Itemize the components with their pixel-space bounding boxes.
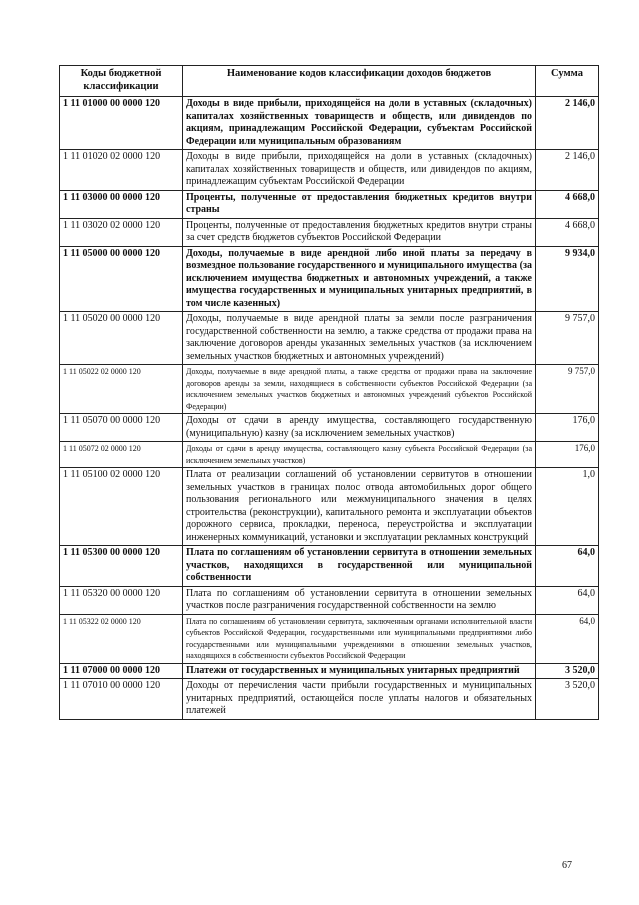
row-sum: 176,0 (536, 442, 599, 468)
row-code: 1 11 05072 02 0000 120 (60, 442, 183, 468)
row-sum: 9 757,0 (536, 312, 599, 365)
row-sum: 4 668,0 (536, 190, 599, 218)
row-code: 1 11 03000 00 0000 120 (60, 190, 183, 218)
row-sum: 4 668,0 (536, 218, 599, 246)
row-code: 1 11 05022 02 0000 120 (60, 365, 183, 414)
row-sum: 64,0 (536, 586, 599, 614)
row-name: Доходы от сдачи в аренду имущества, составляющего казну субъекта Российской Федерации (за исключением земельных участков) (183, 442, 536, 468)
table-row (60, 546, 599, 587)
page-number: 67 (562, 860, 572, 871)
row-sum: 176,0 (536, 414, 599, 442)
row-name: Доходы в виде прибыли, приходящейся на доли в уставных (складочных) капиталах хозяйственных товариществ и обществ, или дивидендов по акциям, принадлежащим Российской Федерации, субъектам Российской Федерации или муниципальным образованиям (183, 97, 536, 150)
table-row (60, 414, 599, 442)
row-name: Доходы от перечисления части прибыли государственных и муниципальных унитарных предприятий, остающейся после уплаты налогов и обязательных платежей (183, 679, 536, 720)
table-row (60, 663, 599, 679)
row-name: Доходы от сдачи в аренду имущества, составляющего государственную (муниципальную) казну (за исключением земельных участков) (183, 414, 536, 442)
row-name: Плата по соглашениям об установлении сервитута в отношении земельных участков, находящихся в государственной или муниципальной собственности (183, 546, 536, 587)
row-sum: 64,0 (536, 614, 599, 663)
table-header-row (60, 66, 599, 97)
row-sum: 9 757,0 (536, 365, 599, 414)
row-sum: 2 146,0 (536, 150, 599, 191)
table-row (60, 97, 599, 150)
row-name: Доходы, получаемые в виде арендной платы, а также средства от продажи права на заключение договоров аренды за земли, находящиеся в собственности субъектов Российской Федерации (за исключением земельных участков бюджетных и автономных учреждений субъектов Российской Федерации) (183, 365, 536, 414)
row-code: 1 11 01000 00 0000 120 (60, 97, 183, 150)
row-code: 1 11 05100 02 0000 120 (60, 468, 183, 546)
table-row (60, 679, 599, 720)
table-row (60, 312, 599, 365)
table-row (60, 365, 599, 414)
table-row (60, 246, 599, 312)
table-row (60, 614, 599, 663)
row-sum: 1,0 (536, 468, 599, 546)
row-sum: 3 520,0 (536, 679, 599, 720)
row-sum: 64,0 (536, 546, 599, 587)
row-code: 1 11 07000 00 0000 120 (60, 663, 183, 679)
row-code: 1 11 05020 00 0000 120 (60, 312, 183, 365)
row-sum: 2 146,0 (536, 97, 599, 150)
table-row (60, 468, 599, 546)
table-row (60, 150, 599, 191)
row-name: Плата по соглашениям об установлении сервитута в отношении земельных участков после разграничения государственной собственности на землю (183, 586, 536, 614)
row-name: Доходы, получаемые в виде арендной либо иной платы за передачу в возмездное пользование государственного и муниципального имущества (за исключением имущества бюджетных и автономных учреждений, а также имущества государственных и муниципальных унитарных предприятий, в том числе казенных) (183, 246, 536, 312)
header-code: Коды бюджетной классификации (60, 66, 183, 97)
table-row (60, 442, 599, 468)
row-sum: 3 520,0 (536, 663, 599, 679)
header-name: Наименование кодов классификации доходов бюджетов (183, 66, 536, 97)
row-code: 1 11 07010 00 0000 120 (60, 679, 183, 720)
row-code: 1 11 05320 00 0000 120 (60, 586, 183, 614)
row-sum: 9 934,0 (536, 246, 599, 312)
row-name: Доходы в виде прибыли, приходящейся на доли в уставных (складочных) капиталах хозяйственных товариществ и обществ, или дивидендов по акциям, принадлежащим субъектам Российской Федерации (183, 150, 536, 191)
row-code: 1 11 01020 02 0000 120 (60, 150, 183, 191)
row-code: 1 11 05000 00 0000 120 (60, 246, 183, 312)
header-sum: Сумма (536, 66, 599, 97)
row-code: 1 11 03020 02 0000 120 (60, 218, 183, 246)
table-row (60, 190, 599, 218)
row-code: 1 11 05070 00 0000 120 (60, 414, 183, 442)
row-name: Доходы, получаемые в виде арендной платы за земли после разграничения государственной собственности на землю, а также средства от продажи права на заключение договоров аренды указанных земельных участков (за исключением земельных участков бюджетных и автономных учреждений) (183, 312, 536, 365)
row-name: Плата от реализации соглашений об установлении сервитутов в отношении земельных участков в границах полос отвода автомобильных дорог общего пользования регионального или межмуниципального значения в целях строительства (реконструкции), капитального ремонта и эксплуатации объектов дорожного сервиса, прокладки, переноса, переустройства и эксплуатации инженерных коммуникаций, установки и эксплуатации рекламных конструкций (183, 468, 536, 546)
row-code: 1 11 05322 02 0000 120 (60, 614, 183, 663)
table-row (60, 218, 599, 246)
document-page (59, 65, 598, 720)
table-row (60, 586, 599, 614)
row-name: Проценты, полученные от предоставления бюджетных кредитов внутри страны за счет средств бюджетов субъектов Российской Федерации (183, 218, 536, 246)
row-name: Плата по соглашениям об установлении сервитута, заключенным органами исполнительной власти субъектов Российской Федерации, государственными или муниципальными предприятиями либо государственными или муниципальными учреждениями в отношении земельных участков, находящихся в собственности субъектов Российской Федерации (183, 614, 536, 663)
revenue-classification-table (59, 65, 599, 720)
row-name: Платежи от государственных и муниципальных унитарных предприятий (183, 663, 536, 679)
row-name: Проценты, полученные от предоставления бюджетных кредитов внутри страны (183, 190, 536, 218)
row-code: 1 11 05300 00 0000 120 (60, 546, 183, 587)
